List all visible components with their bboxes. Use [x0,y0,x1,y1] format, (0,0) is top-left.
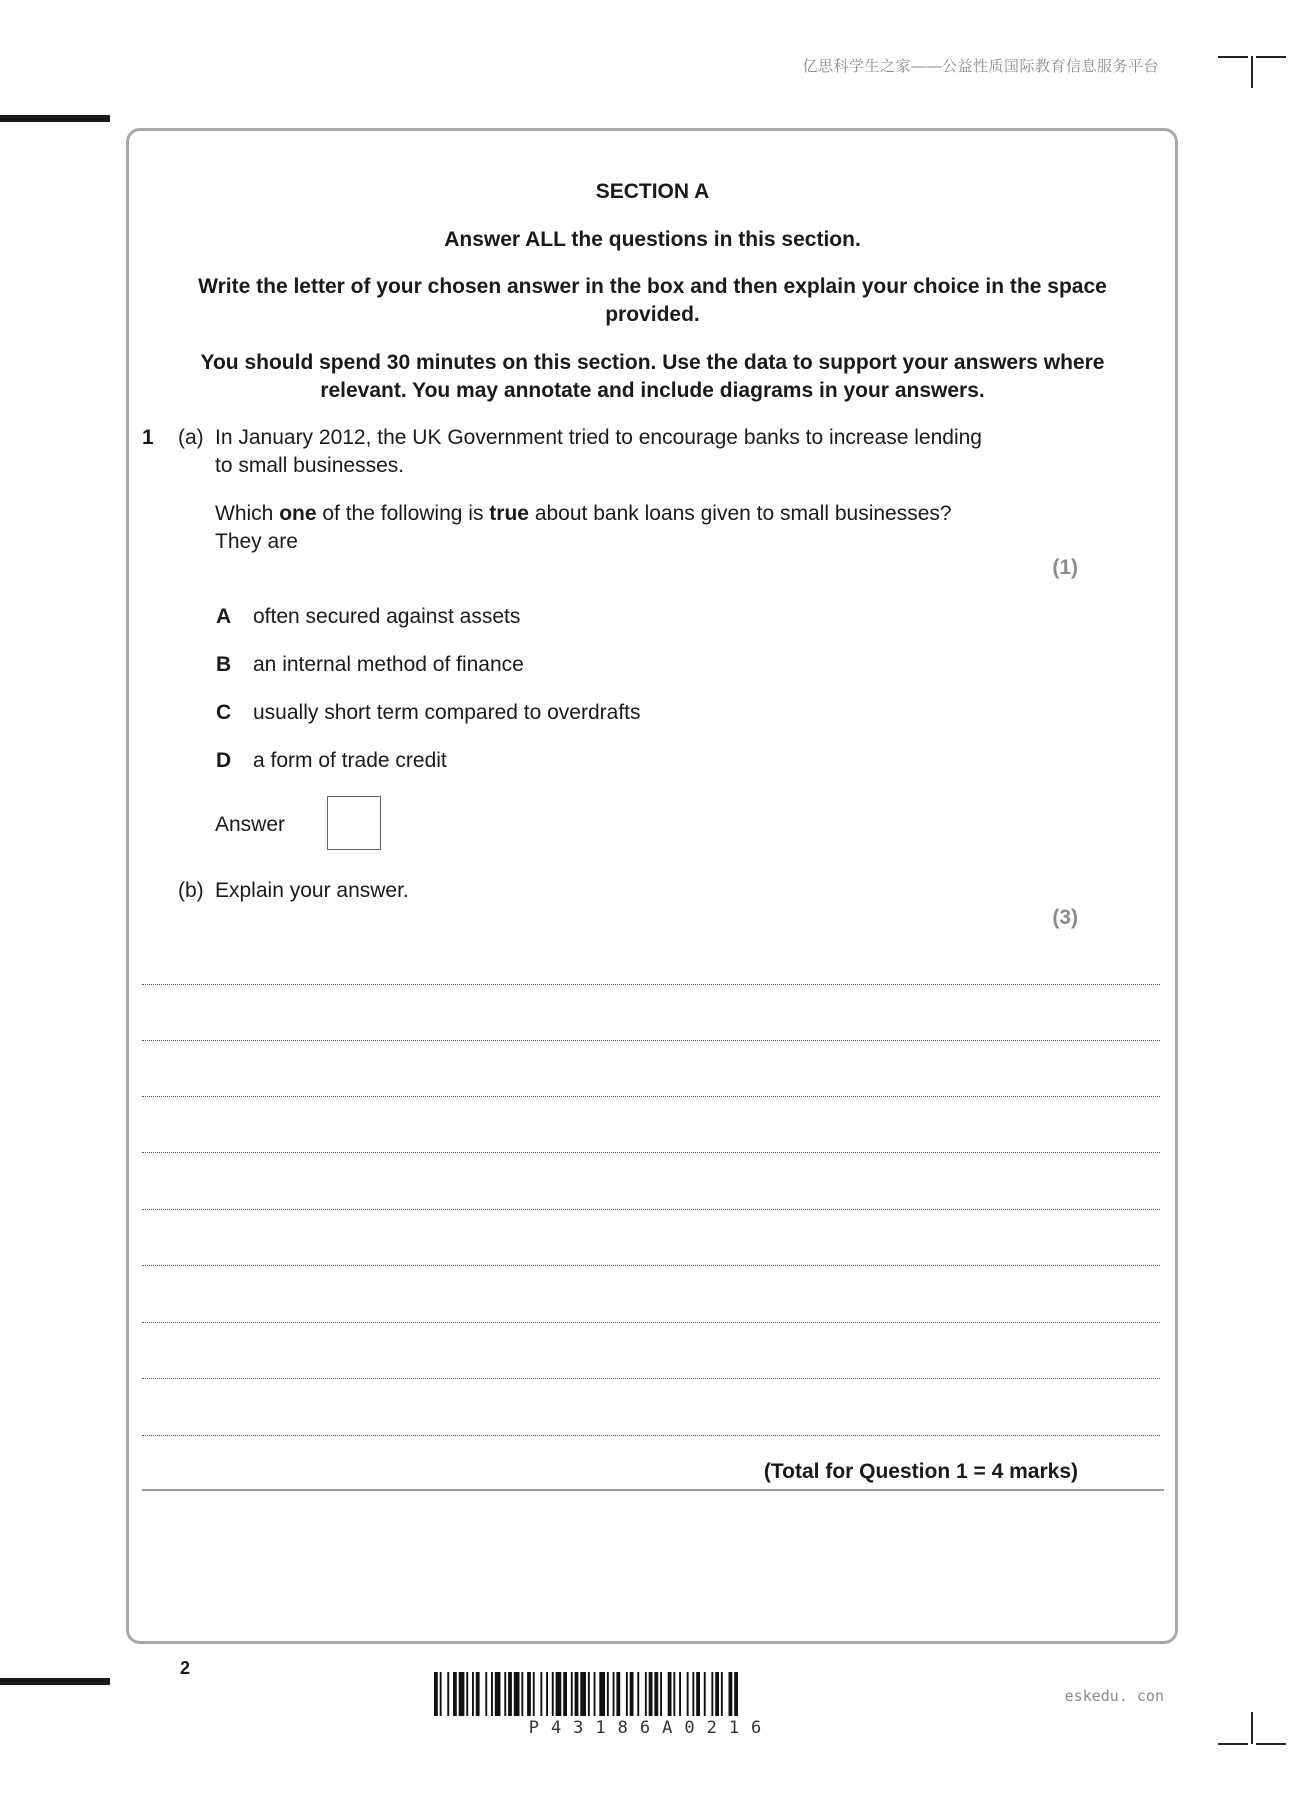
prompt-emphasis-true: true [489,502,529,525]
part-a-marks: (1) [1052,556,1078,579]
section-title: SECTION A [595,180,710,203]
instruction-time-line1: You should spend 30 minutes on this section. Use the data to support your answers where [200,351,1105,374]
crop-mark-bottom-right-h [1218,1743,1248,1745]
instruction-time-line2: relevant. You may annotate and include diagrams in your answers. [320,379,985,402]
answer-box[interactable] [327,796,381,850]
prompt-text-mid: of the following is [316,502,490,525]
option-c-letter: C [216,701,232,724]
left-registration-bar-bottom [0,1678,110,1685]
crop-mark-bottom-right-h2 [1256,1743,1286,1745]
option-a-letter: A [216,605,232,628]
part-b-label: (b) [178,879,204,902]
part-a-label: (a) [178,426,204,449]
crop-mark-top-right-v [1251,56,1253,88]
part-a-stem-line1: In January 2012, the UK Government tried to encourage banks to increase lending [215,426,982,449]
instruction-write-letter-line2: provided. [605,303,700,326]
option-a-text: often secured against assets [253,605,521,628]
answer-line[interactable] [142,1378,1160,1379]
footer-site: eskedu. con [1064,1687,1164,1705]
option-d-letter: D [216,749,232,772]
page-number: 2 [180,1658,191,1678]
option-b-letter: B [216,653,232,676]
answer-line[interactable] [142,1322,1160,1323]
answer-label: Answer [215,813,286,836]
answer-line[interactable] [142,1152,1160,1153]
crop-mark-top-right-h [1218,56,1248,58]
answer-line[interactable] [142,1096,1160,1097]
prompt-text-pre: Which [215,502,280,525]
part-b-marks: (3) [1052,906,1078,929]
answer-line[interactable] [142,1040,1160,1041]
part-b-prompt: Explain your answer. [215,879,409,902]
header-site-text: 亿思科学生之家——公益性质国际教育信息服务平台 [802,58,1159,75]
left-registration-bar-top [0,115,110,122]
barcode-text: P43186A0216 [528,1718,774,1738]
part-a-prompt-line2: They are [215,530,298,553]
answer-line[interactable] [142,984,1160,985]
crop-mark-bottom-right-v [1251,1712,1253,1744]
instruction-answer-all: Answer ALL the questions in this section. [444,228,861,251]
barcode [434,1672,868,1716]
answer-line[interactable] [142,1265,1160,1266]
total-divider [142,1489,1164,1491]
part-a-stem-line2: to small businesses. [215,454,405,477]
prompt-text-post: about bank loans given to small businesses? [528,502,952,525]
answer-line[interactable] [142,1209,1160,1210]
option-b-text: an internal method of finance [253,653,524,676]
crop-mark-top-right-h2 [1256,56,1286,58]
instruction-write-letter-line1: Write the letter of your chosen answer in the box and then explain your choice in the space [198,275,1107,298]
option-c-text: usually short term compared to overdrafts [253,701,641,724]
answer-line[interactable] [142,1435,1160,1436]
part-a-prompt [215,500,952,528]
question-total-marks: (Total for Question 1 = 4 marks) [763,1460,1078,1483]
question-number: 1 [142,426,154,449]
prompt-emphasis-one: one [279,502,317,525]
option-d-text: a form of trade credit [253,749,447,772]
